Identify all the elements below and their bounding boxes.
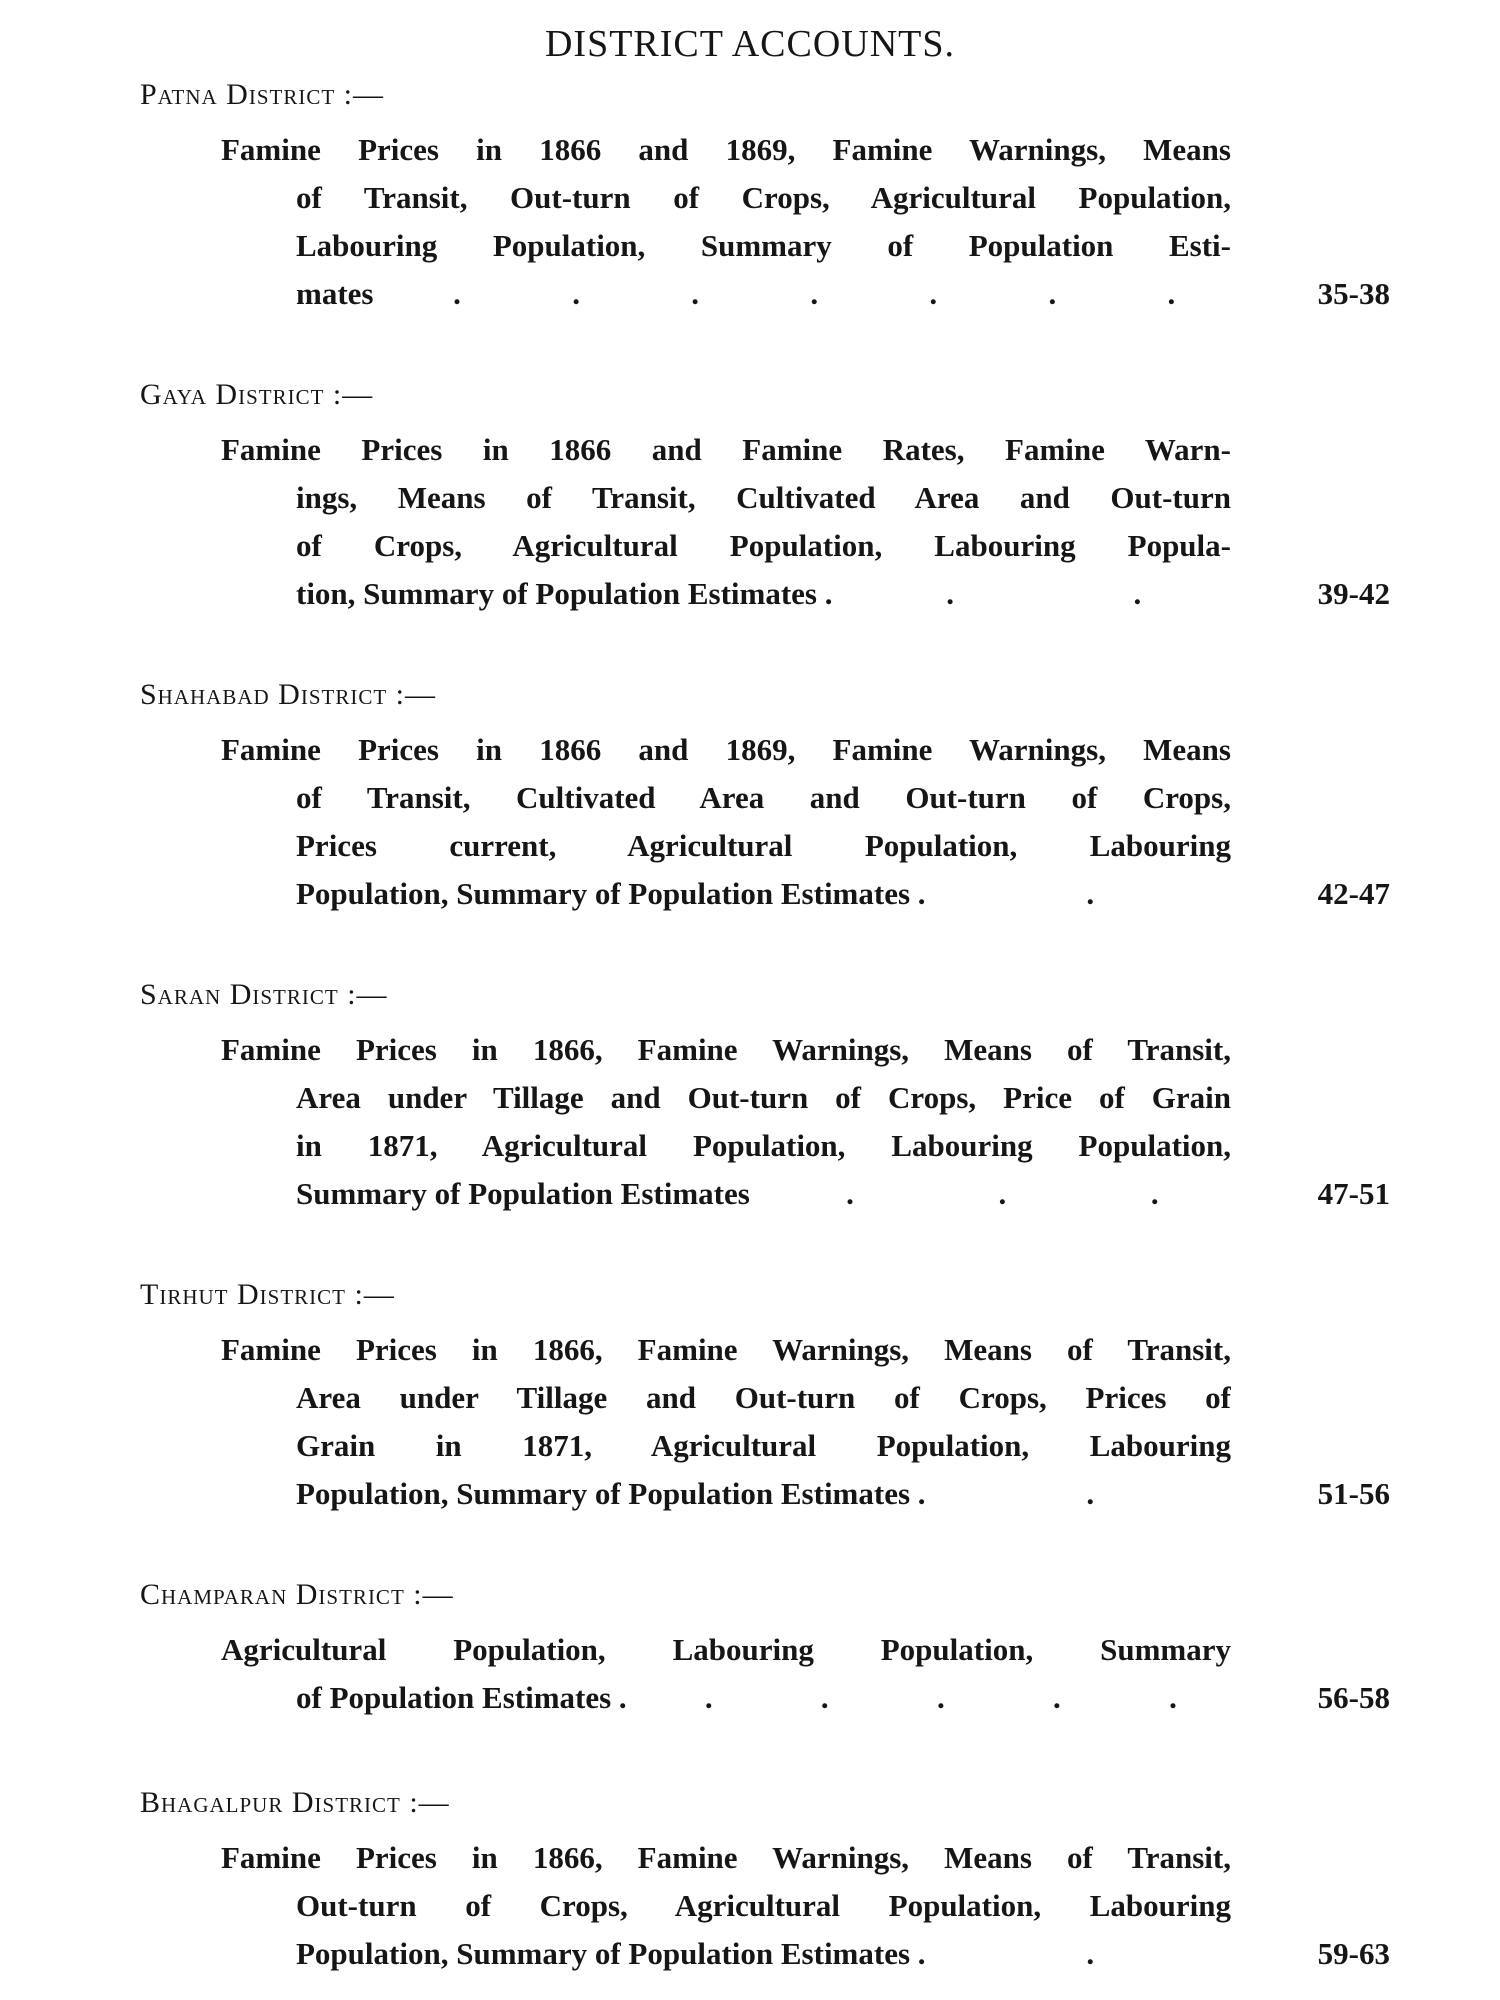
description-line: Population, Summary of Population Estimates .	[296, 1936, 926, 1971]
dot-leader: . .	[946, 576, 1142, 611]
description-line-leader	[296, 1674, 1231, 1722]
dot-leader: . . . . . . .	[453, 276, 1176, 311]
description-line-leader	[296, 570, 1231, 618]
entry-description	[221, 1626, 1231, 1722]
entry-description	[221, 1834, 1231, 1978]
description-line: Famine Prices in 1866, Famine Warnings, Means of Transit,	[221, 1332, 1231, 1367]
page-range: 42-47	[1317, 876, 1390, 911]
dot-leader: .	[1086, 1936, 1095, 1971]
description-line: mates	[296, 276, 374, 311]
description-line: Area under Tillage and Out-turn of Crops, Prices of	[296, 1380, 1231, 1415]
description-line: Prices current, Agricultural Population, Labouring	[296, 828, 1231, 863]
description-line: Grain in 1871, Agricultural Population, Labouring	[296, 1428, 1231, 1463]
description-line: tion, Summary of Population Estimates .	[296, 576, 833, 611]
entry-description	[221, 1026, 1231, 1218]
page-range: 51-56	[1317, 1476, 1390, 1511]
description-line-leader	[296, 1470, 1231, 1518]
district-heading: Tirhut District :—	[140, 1278, 395, 1311]
description-line: ings, Means of Transit, Cultivated Area and Out-turn	[296, 480, 1231, 515]
description-line-leader	[296, 870, 1231, 918]
description-line: Population, Summary of Population Estimates .	[296, 876, 926, 911]
entry-description	[221, 426, 1231, 618]
entry-description	[221, 1326, 1231, 1518]
description-line: Summary of Population Estimates	[296, 1176, 750, 1211]
description-line-leader	[296, 1930, 1231, 1978]
page-range: 56-58	[1317, 1680, 1390, 1715]
description-line: Famine Prices in 1866 and Famine Rates, Famine Warn-	[221, 432, 1231, 467]
entry-description	[221, 726, 1231, 918]
district-heading: Bhagalpur District :—	[140, 1786, 450, 1819]
description-line: of Transit, Cultivated Area and Out-turn of Crops,	[296, 780, 1231, 815]
district-heading: Gaya District :—	[140, 378, 374, 411]
description-line: Famine Prices in 1866, Famine Warnings, Means of Transit,	[221, 1840, 1231, 1875]
description-line: in 1871, Agricultural Population, Labouring Population,	[296, 1128, 1231, 1163]
dot-leader: .	[1086, 876, 1095, 911]
district-heading: Saran District :—	[140, 978, 388, 1011]
description-line: Agricultural Population, Labouring Population, Summary	[221, 1632, 1231, 1667]
description-line-leader	[296, 1170, 1231, 1218]
description-line: Famine Prices in 1866 and 1869, Famine Warnings, Means	[221, 732, 1231, 767]
dot-leader: . . .	[846, 1176, 1159, 1211]
description-line: Area under Tillage and Out-turn of Crops, Price of Grain	[296, 1080, 1231, 1115]
description-line: of Crops, Agricultural Population, Labouring Popula-	[296, 528, 1231, 563]
district-heading: Patna District :—	[140, 78, 385, 111]
description-line: Famine Prices in 1866 and 1869, Famine Warnings, Means	[221, 132, 1231, 167]
dot-leader: . . . . .	[704, 1680, 1177, 1715]
page-range: 39-42	[1317, 576, 1390, 611]
description-line: Famine Prices in 1866, Famine Warnings, Means of Transit,	[221, 1032, 1231, 1067]
page-range: 35-38	[1317, 276, 1390, 311]
description-line: Out-turn of Crops, Agricultural Population, Labouring	[296, 1888, 1231, 1923]
entry-description	[221, 126, 1231, 318]
page-range: 59-63	[1317, 1936, 1390, 1971]
description-line: of Transit, Out-turn of Crops, Agricultural Population,	[296, 180, 1231, 215]
description-line: Population, Summary of Population Estimates .	[296, 1476, 926, 1511]
district-heading: Shahabad District :—	[140, 678, 437, 711]
description-line: Labouring Population, Summary of Population Esti-	[296, 228, 1231, 263]
page-title: DISTRICT ACCOUNTS.	[544, 23, 956, 65]
page-range: 47-51	[1317, 1176, 1390, 1211]
dot-leader: .	[1086, 1476, 1095, 1511]
description-line-leader	[296, 270, 1231, 318]
district-heading: Champaran District :—	[140, 1578, 454, 1611]
description-line: of Population Estimates .	[296, 1680, 627, 1715]
